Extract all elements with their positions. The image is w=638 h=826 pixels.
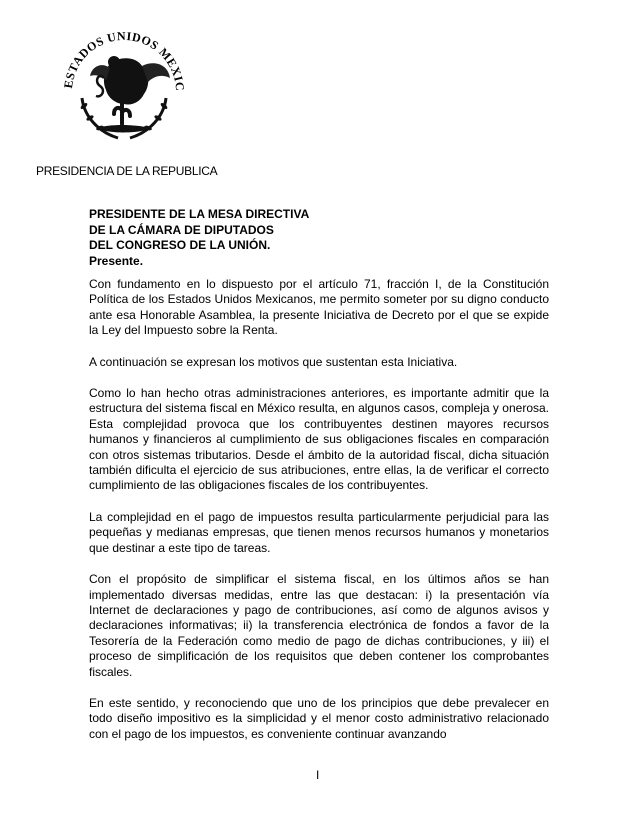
addressee-line: DE LA CÁMARA DE DIPUTADOS <box>89 222 274 237</box>
paragraph: La complejidad en el pago de impuestos resulta particularmente perjudicial para las pequeñas y medianas empresas, que tienen menos recursos humanos y monetarios que destinar a este tipo de tareas. <box>89 509 549 555</box>
paragraph: A continuación se expresan los motivos que sustentan esta Iniciativa. <box>89 354 458 369</box>
letterhead: PRESIDENCIA DE LA REPUBLICA <box>36 164 218 178</box>
coat-of-arms-icon <box>58 20 190 160</box>
addressee-block <box>89 207 309 269</box>
page-number: I <box>316 768 320 782</box>
paragraph: Como lo han hecho otras administraciones anteriores, es importante admitir que la estructura del sistema fiscal en México resulta, en algunos casos, compleja y onerosa. Esta complejidad provoca que los contribuyentes destinen mayores recursos humanos y financieros al cumplimiento de sus obligaciones fiscales en comparación con otros sistemas tributarios. Desde el ámbito de la autoridad fiscal, dicha situación también dificulta el ejercicio de sus atribuciones, entre ellas, la de verificar el correcto cumplimiento de las obligaciones fiscales de los contribuyentes. <box>89 386 549 493</box>
addressee-line: DEL CONGRESO DE LA UNIÓN. <box>89 238 271 252</box>
paragraph: En este sentido, y reconociendo que uno de los principios que debe prevalecer en todo diseño impositivo es la simplicidad y el menor costo administrativo relacionado con el pago de los impuestos, es conveniente continuar avanzando <box>89 695 549 741</box>
coat-of-arms-seal <box>58 20 190 160</box>
document-body <box>89 277 549 758</box>
seal-ring-text: ESTADOS UNIDOS MEXIC <box>61 28 188 92</box>
paragraph: Con el propósito de simplificar el sistema fiscal, en los últimos años se han implementado diversas medidas, entre las que destacan: i) la presentación vía Internet de declaraciones y pago de contribuciones, así como de algunos avisos y declaraciones informativas; ii) la transferencia electrónica de fondos a favor de la Tesorería de la Federación como medio de pago de dichas contribuciones, y iii) el proceso de simplificación de los requisitos que deben contener los comprobantes fiscales. <box>89 572 549 679</box>
addressee-salutation: Presente. <box>89 253 144 268</box>
addressee-line: PRESIDENTE DE LA MESA DIRECTIVA <box>89 207 310 221</box>
paragraph: Con fundamento en lo dispuesto por el artículo 71, fracción I, de la Constitución Política de los Estados Unidos Mexicanos, me permito someter por su digno conducto ante esa Honorable Asamblea, la presente Iniciativa de Decreto por el que se expide la Ley del Impuesto sobre la Renta. <box>89 277 549 338</box>
